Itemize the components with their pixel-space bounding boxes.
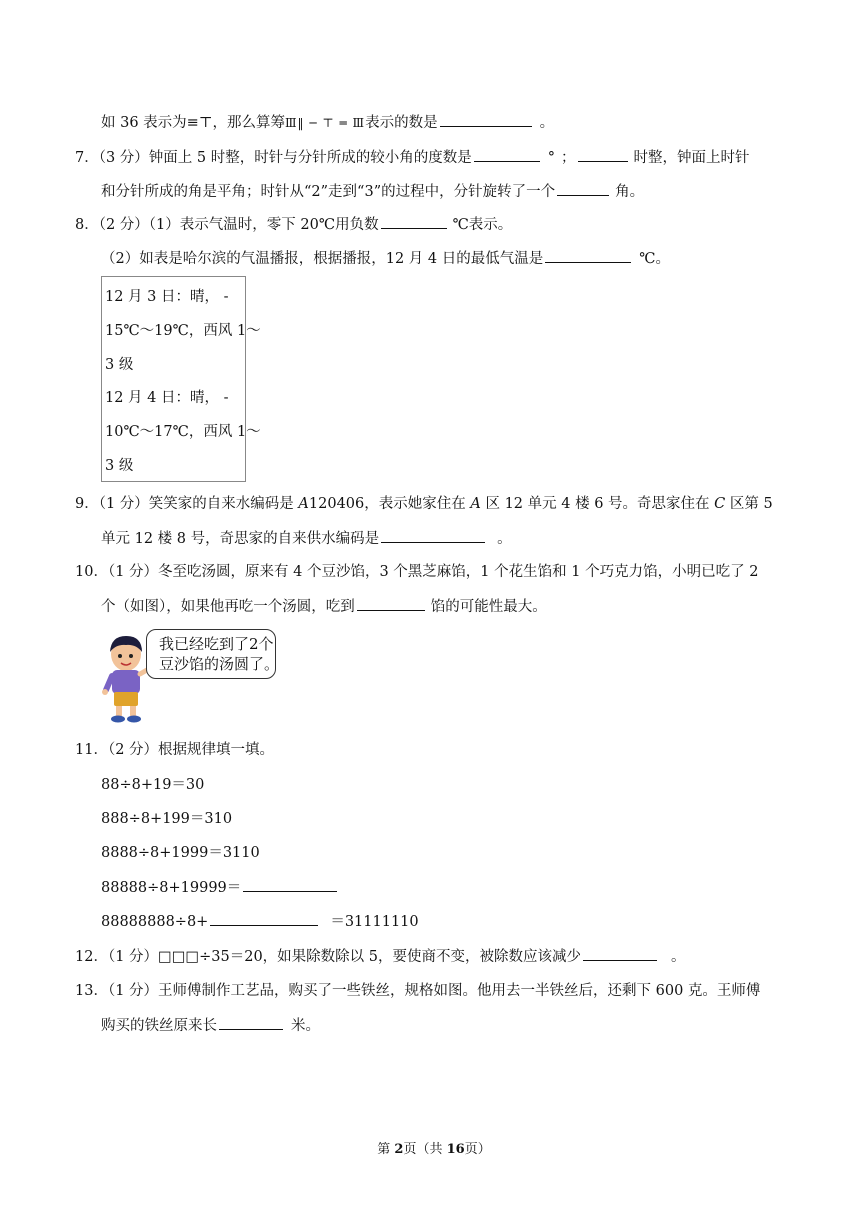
current-page-number: 2	[394, 1142, 404, 1157]
weather-line: 12 月 3 日：晴， -	[105, 289, 229, 305]
q6-continuation	[101, 112, 554, 133]
q7-degree-blank[interactable]	[474, 147, 540, 162]
q6-text-pre: 如 36 表示为	[101, 115, 187, 131]
q13-length-blank[interactable]	[219, 1015, 283, 1030]
speech-bubble	[146, 629, 280, 679]
q12-line: 12．（1 分）□□□÷35＝20，如果除数除以 5，要使商不变，被除数应该减少 。	[75, 946, 686, 967]
q11-title: 11．（2 分）根据规律填一填。	[75, 742, 275, 758]
page-footer: 第 2页（共 16页）	[377, 1142, 491, 1157]
q6-text-end: 。	[539, 115, 555, 131]
weather-report-box	[101, 276, 261, 482]
q8-negative-blank[interactable]	[381, 214, 447, 229]
q9-line-2: 单元 12 楼 8 号，奇思家的自来供水编码是 。	[101, 528, 512, 549]
bubble-line-2: 豆沙馅的汤圆了。	[159, 655, 280, 673]
q7-angle-blank[interactable]	[557, 181, 609, 196]
q10-line-1: 10．（1 分）冬至吃汤圆，原来有 4 个豆沙馅，3 个黑芝麻馅，1 个花生馅和 1 个巧克力馅，小明已吃了 2	[75, 564, 759, 580]
q8-line-1: 8．（2 分）（1）表示气温时，零下 20℃用负数 ℃表示。	[75, 214, 512, 235]
q12-decrease-blank[interactable]	[583, 946, 657, 961]
total-page-count: 16	[446, 1142, 465, 1157]
q11-result-blank[interactable]	[243, 877, 337, 892]
q6-answer-blank[interactable]	[440, 112, 532, 127]
weather-line: 3 级	[105, 458, 134, 474]
q8-lowest-temp-blank[interactable]	[545, 248, 631, 263]
q10-filling-blank[interactable]	[357, 596, 425, 611]
weather-line: 10℃～17℃，西风 1～	[105, 424, 261, 440]
bubble-line-1: 我已经吃到了2个	[159, 635, 274, 653]
q13-line-1: 13．（1 分）王师傅制作工艺品，购买了一些铁丝，规格如图。他用去一半铁丝后，还剩下 600 克。王师傅	[75, 983, 761, 999]
q11-row: 88888÷8+19999＝	[101, 877, 339, 898]
q9-code-blank[interactable]	[381, 528, 485, 543]
q11-row: 88÷8+19＝30	[101, 777, 205, 793]
weather-line: 15℃～19℃，西风 1～	[105, 323, 261, 339]
counting-rods-question: Ⅲ‖ ─ ⊤ ═ Ⅲ	[284, 116, 366, 130]
q11-addend-blank[interactable]	[210, 911, 318, 926]
q8-line-2: （2）如表是哈尔滨的气温播报，根据播报，12 月 4 日的最低气温是 ℃。	[101, 248, 670, 269]
weather-line: 12 月 4 日：晴， -	[105, 390, 229, 406]
counting-rods-36: ≡⊤	[186, 115, 213, 131]
q11-row: 888÷8+199＝310	[101, 811, 233, 827]
q7-hour-blank[interactable]	[578, 147, 628, 162]
q7-line-2: 和分针所成的角是平角；时针从“2”走到“3”的过程中，分针旋转了一个 角。	[101, 181, 644, 202]
q6-text-mid: ，那么算筹	[212, 115, 285, 131]
q13-line-2: 购买的铁丝原来长 米。	[101, 1015, 320, 1036]
q7-line-1: 7．（3 分）钟面上 5 时整，时针与分针所成的较小角的度数是 ° ； 时整，钟面上时针	[75, 147, 750, 168]
weather-line: 3 级	[105, 357, 134, 373]
q9-line-1: 9．（1 分）笑笑家的自来水编码是 A120406，表示她家住在 A 区 12 单元 4 楼 6 号。奇思家住在 C 区第 5	[75, 496, 773, 512]
q10-line-2: 个（如图），如果他再吃一个汤圆，吃到 馅的可能性最大。	[101, 596, 547, 617]
q11-row: 8888÷8+1999＝3110	[101, 845, 260, 861]
q6-text-post: 表示的数是	[365, 115, 438, 131]
q11-row: 88888888÷8+ ＝31111110	[101, 911, 419, 932]
